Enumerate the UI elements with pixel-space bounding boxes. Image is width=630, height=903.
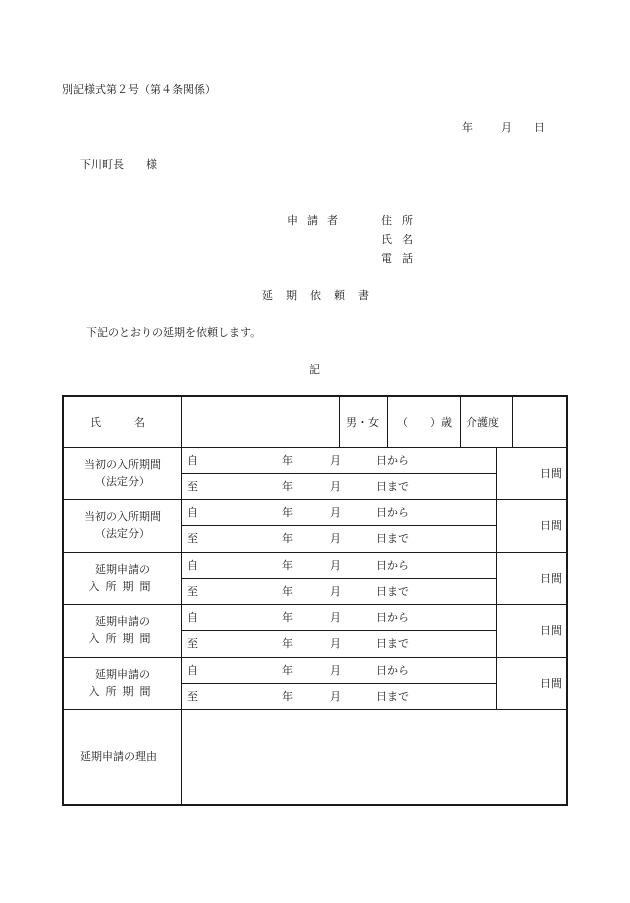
from-year: 年 <box>282 559 293 572</box>
from-month: 月 <box>330 611 341 624</box>
to-month: 月 <box>330 690 341 703</box>
row-divider <box>181 473 496 474</box>
intro-text: 下記のとおりの延期を依頼します。 <box>86 326 262 339</box>
to-year: 年 <box>282 637 293 650</box>
addressee: 下川町長 様 <box>80 158 157 171</box>
col-divider <box>496 604 497 657</box>
from-suffix: 日から <box>376 559 409 572</box>
period-label <box>64 561 181 595</box>
to-month: 月 <box>330 532 341 545</box>
reason-label: 延期申請の理由 <box>80 750 157 763</box>
to-suffix: 日まで <box>376 480 409 493</box>
col-divider <box>387 397 388 447</box>
row-divider <box>64 552 566 553</box>
to-year: 年 <box>282 532 293 545</box>
col-divider <box>496 499 497 552</box>
name-label: 氏名 <box>381 233 423 246</box>
from-suffix: 日から <box>376 506 409 519</box>
period-label-line2: （法定分） <box>95 475 150 488</box>
to-prefix: 至 <box>187 690 198 703</box>
days-cell: 日間 <box>540 677 562 690</box>
from-month: 月 <box>330 559 341 572</box>
from-year: 年 <box>282 506 293 519</box>
from-suffix: 日から <box>376 664 409 677</box>
to-prefix: 至 <box>187 637 198 650</box>
row-divider <box>64 447 566 448</box>
period-label-line1: 当初の入所期間 <box>84 510 161 523</box>
row-divider <box>181 525 496 526</box>
period-label <box>64 613 181 647</box>
period-label-line2: 入所期間 <box>88 632 157 645</box>
care-level-cell: 介護度 <box>466 416 499 429</box>
applicant-role: 申請者 <box>287 214 347 227</box>
period-label-line2: 入所期間 <box>88 580 157 593</box>
phone-label: 電話 <box>381 252 423 265</box>
gender-cell: 男・女 <box>346 416 379 429</box>
date-year: 年 <box>462 121 473 134</box>
period-label-line2: 入所期間 <box>88 685 157 698</box>
to-year: 年 <box>282 690 293 703</box>
from-prefix: 自 <box>187 454 198 467</box>
row-divider <box>64 709 566 710</box>
to-month: 月 <box>330 480 341 493</box>
row-divider <box>181 578 496 579</box>
to-prefix: 至 <box>187 585 198 598</box>
from-month: 月 <box>330 506 341 519</box>
days-cell: 日間 <box>540 624 562 637</box>
age-cell: （ ）歳 <box>397 416 452 429</box>
to-month: 月 <box>330 637 341 650</box>
period-label-line1: 延期申請の <box>95 668 150 681</box>
to-year: 年 <box>282 480 293 493</box>
from-prefix: 自 <box>187 506 198 519</box>
date-day: 日 <box>534 121 545 134</box>
from-prefix: 自 <box>187 611 198 624</box>
to-suffix: 日まで <box>376 690 409 703</box>
from-month: 月 <box>330 664 341 677</box>
document-title: 延期依頼書 <box>262 289 382 302</box>
period-label-line1: 当初の入所期間 <box>84 458 161 471</box>
row-divider <box>64 604 566 605</box>
address-label: 住所 <box>381 214 423 227</box>
to-prefix: 至 <box>187 480 198 493</box>
form-reference: 別記様式第２号（第４条関係） <box>62 83 216 96</box>
from-suffix: 日から <box>376 454 409 467</box>
ki-label: 記 <box>309 363 320 376</box>
row-divider <box>181 630 496 631</box>
to-suffix: 日まで <box>376 532 409 545</box>
row-divider <box>181 683 496 684</box>
days-cell: 日間 <box>540 519 562 532</box>
period-label <box>64 456 181 490</box>
from-suffix: 日から <box>376 611 409 624</box>
row-divider <box>64 657 566 658</box>
days-cell: 日間 <box>540 467 562 480</box>
from-month: 月 <box>330 454 341 467</box>
col-divider <box>181 709 182 804</box>
from-year: 年 <box>282 454 293 467</box>
to-suffix: 日まで <box>376 637 409 650</box>
period-label-line1: 延期申請の <box>95 563 150 576</box>
col-divider <box>496 447 497 499</box>
col-divider <box>181 397 182 447</box>
period-label <box>64 508 181 542</box>
date-month: 月 <box>501 121 512 134</box>
col-divider <box>496 552 497 604</box>
name-header: 氏 名 <box>90 416 145 429</box>
from-year: 年 <box>282 664 293 677</box>
to-prefix: 至 <box>187 532 198 545</box>
application-table <box>62 395 568 806</box>
from-prefix: 自 <box>187 664 198 677</box>
col-divider <box>512 397 513 447</box>
days-cell: 日間 <box>540 572 562 585</box>
col-divider <box>460 397 461 447</box>
to-month: 月 <box>330 585 341 598</box>
to-suffix: 日まで <box>376 585 409 598</box>
from-year: 年 <box>282 611 293 624</box>
row-divider <box>64 499 566 500</box>
date-line <box>462 119 545 135</box>
to-year: 年 <box>282 585 293 598</box>
period-label-line1: 延期申請の <box>95 615 150 628</box>
period-label <box>64 666 181 700</box>
col-divider <box>339 397 340 447</box>
col-divider <box>496 657 497 709</box>
from-prefix: 自 <box>187 559 198 572</box>
period-label-line2: （法定分） <box>95 527 150 540</box>
